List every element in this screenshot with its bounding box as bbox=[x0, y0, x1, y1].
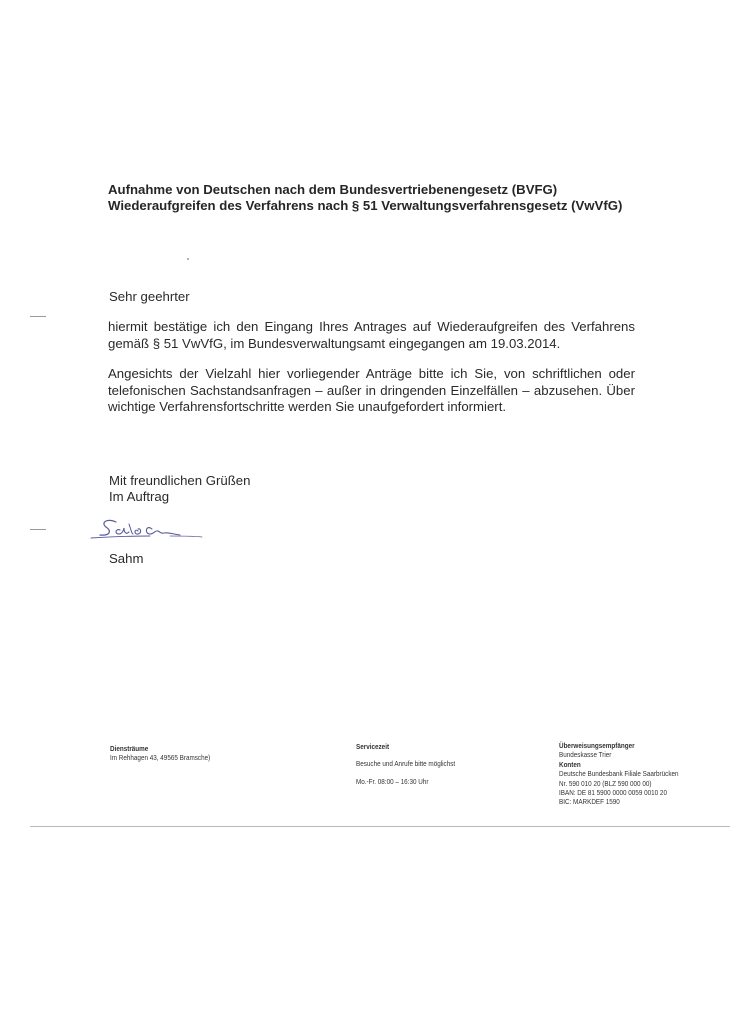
footer-office-address: Im Rehhagen 43, 49565 Bramsche) bbox=[110, 753, 211, 763]
subject-line-1: Aufnahme von Deutschen nach dem Bundesvertriebenengesetz (BVFG) bbox=[108, 182, 558, 197]
signer-name: Sahm bbox=[109, 551, 144, 566]
fold-mark-middle bbox=[30, 529, 46, 530]
footer-iban: IBAN: DE 81 5900 0000 0059 0010 20 bbox=[559, 788, 667, 798]
footer-service-note: Besuche und Anrufe bitte möglichst bbox=[356, 759, 456, 769]
footer-divider bbox=[30, 826, 730, 827]
footer-accounts-heading: Konten bbox=[559, 759, 581, 769]
subject-heading bbox=[108, 182, 668, 214]
salutation: Sehr geehrter bbox=[109, 289, 190, 304]
body-paragraph-1: hiermit bestätige ich den Eingang Ihres Antrages auf Wiederaufgreifen des Verfahrens gemäß § 51 VwVfG, im Bundesverwaltungsamt eingegangen am 19.03.2014. bbox=[108, 319, 635, 351]
handwritten-signature bbox=[88, 514, 208, 548]
subject-line-2: Wiederaufgreifen des Verfahrens nach § 51 Verwaltungsverfahrensgesetz (VwVfG) bbox=[108, 198, 623, 213]
closing-on-behalf: Im Auftrag bbox=[109, 489, 170, 504]
closing-greeting: Mit freundlichen Grüßen bbox=[109, 473, 251, 488]
footer-service-hours: Mo.-Fr. 08:00 – 16:30 Uhr bbox=[356, 776, 429, 786]
footer-payment-heading: Überweisungsempfänger bbox=[559, 741, 635, 750]
closing-block bbox=[109, 473, 250, 505]
footer-office-heading: Diensträume bbox=[110, 744, 149, 753]
footer-office bbox=[110, 744, 210, 763]
fold-mark-top bbox=[30, 316, 46, 317]
footer-service-heading: Servicezeit bbox=[356, 742, 390, 751]
footer-bic: BIC: MARKDEF 1590 bbox=[559, 797, 620, 807]
scan-speck bbox=[187, 258, 189, 260]
body-paragraph-2: Angesichts der Vielzahl hier vorliegender Anträge bitte ich Sie, von schriftlichen oder telefonischen Sachstandsanfragen – außer in dringenden Einzelfällen – abzusehen. Über wichtige Verfahrensfortschritte werden Sie unaufgefordert informiert. bbox=[108, 366, 635, 414]
footer-account-nr: Nr. 590 010 20 (BLZ 590 000 00) bbox=[559, 778, 652, 788]
footer-payment bbox=[559, 741, 679, 807]
footer-service bbox=[356, 742, 455, 786]
footer-payment-recipient: Bundeskasse Trier bbox=[559, 750, 612, 760]
footer-bank: Deutsche Bundesbank Filiale Saarbrücken bbox=[559, 769, 679, 779]
